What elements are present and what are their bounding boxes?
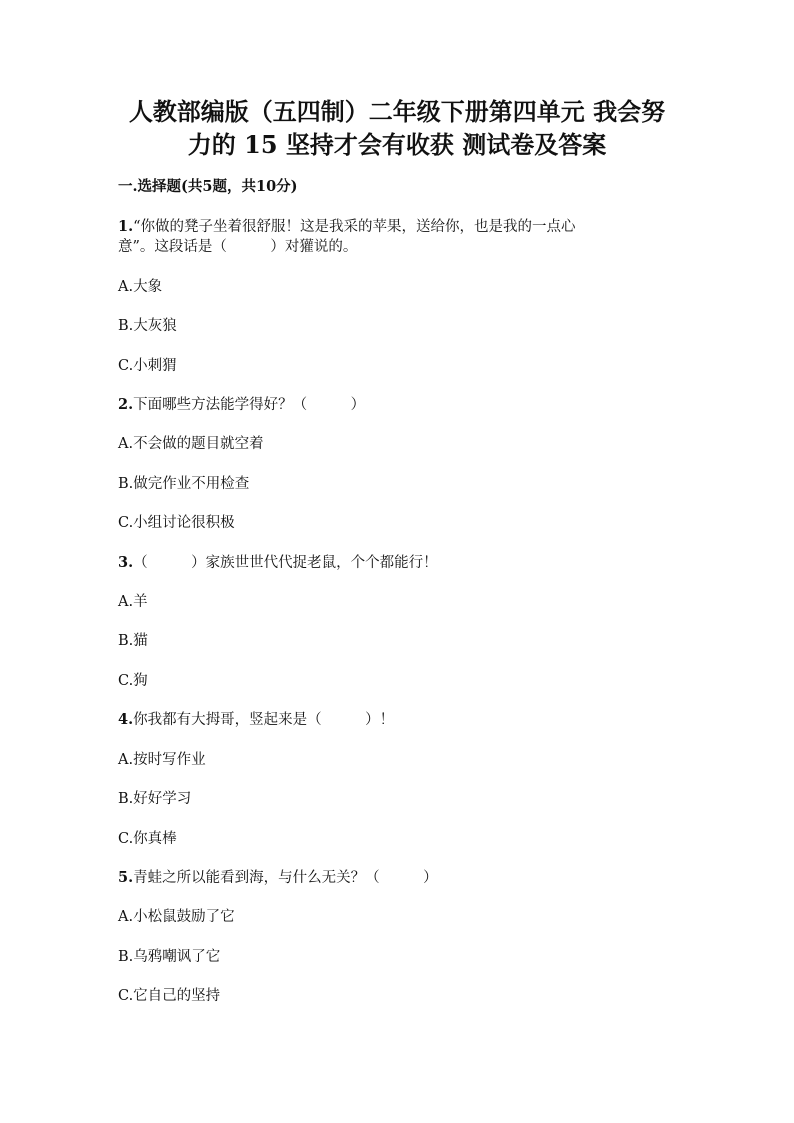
- question-3-option-c: C.狗: [118, 673, 148, 689]
- question-1-line-2: 意”。这段话是（ ）对獾说的。: [118, 239, 358, 255]
- question-2-option-c: C.小组讨论很积极: [118, 515, 235, 531]
- page-title-line-2: 力的 15 坚持才会有收获 测试卷及答案: [187, 130, 607, 159]
- question-2-option-a: A.不会做的题目就空着: [118, 436, 264, 452]
- question-3-option-b: B.猫: [118, 633, 148, 649]
- question-4-text-1: 你我都有大拇哥，竖起来是（ ）！: [133, 712, 395, 728]
- question-5-line-1: [118, 868, 438, 888]
- question-1-text-1: “你做的凳子坐着很舒服！这是我采的苹果，送给你，也是我的一点心: [133, 219, 576, 235]
- question-4-option-b: B.好好学习: [118, 791, 192, 807]
- question-1-number: 1.: [118, 218, 134, 235]
- question-2-option-b: B.做完作业不用检查: [118, 476, 250, 492]
- question-4-option-a: A.按时写作业: [118, 752, 206, 768]
- question-1-line-1: [118, 217, 576, 237]
- question-2-text-1: 下面哪些方法能学得好？（ ）: [133, 397, 366, 413]
- question-5-option-a: A.小松鼠鼓励了它: [118, 909, 235, 925]
- page-title-line-1: 人教部编版（五四制）二年级下册第四单元 我会努: [128, 97, 666, 126]
- question-1-option-a: A.大象: [118, 279, 163, 295]
- question-3-text-1: （ ）家族世世代代捉老鼠，个个都能行！: [133, 555, 438, 571]
- question-4-option-c: C.你真棒: [118, 831, 177, 847]
- question-1-option-b: B.大灰狼: [118, 318, 177, 334]
- question-5-text-1: 青蛙之所以能看到海，与什么无关？（ ）: [133, 870, 438, 886]
- question-4-number: 4.: [118, 711, 134, 728]
- question-5-number: 5.: [118, 869, 134, 886]
- question-5-option-b: B.乌鸦嘲讽了它: [118, 949, 221, 965]
- question-4-line-1: [118, 710, 394, 730]
- question-3-line-1: [118, 553, 438, 573]
- question-2-number: 2.: [118, 396, 134, 413]
- question-2-line-1: [118, 395, 365, 415]
- section-heading: 一.选择题(共5题，共10分): [118, 178, 298, 195]
- question-5-option-c: C.它自己的坚持: [118, 988, 221, 1004]
- question-3-number: 3.: [118, 554, 134, 571]
- question-3-option-a: A.羊: [118, 594, 148, 610]
- question-1-option-c: C.小刺猬: [118, 358, 177, 374]
